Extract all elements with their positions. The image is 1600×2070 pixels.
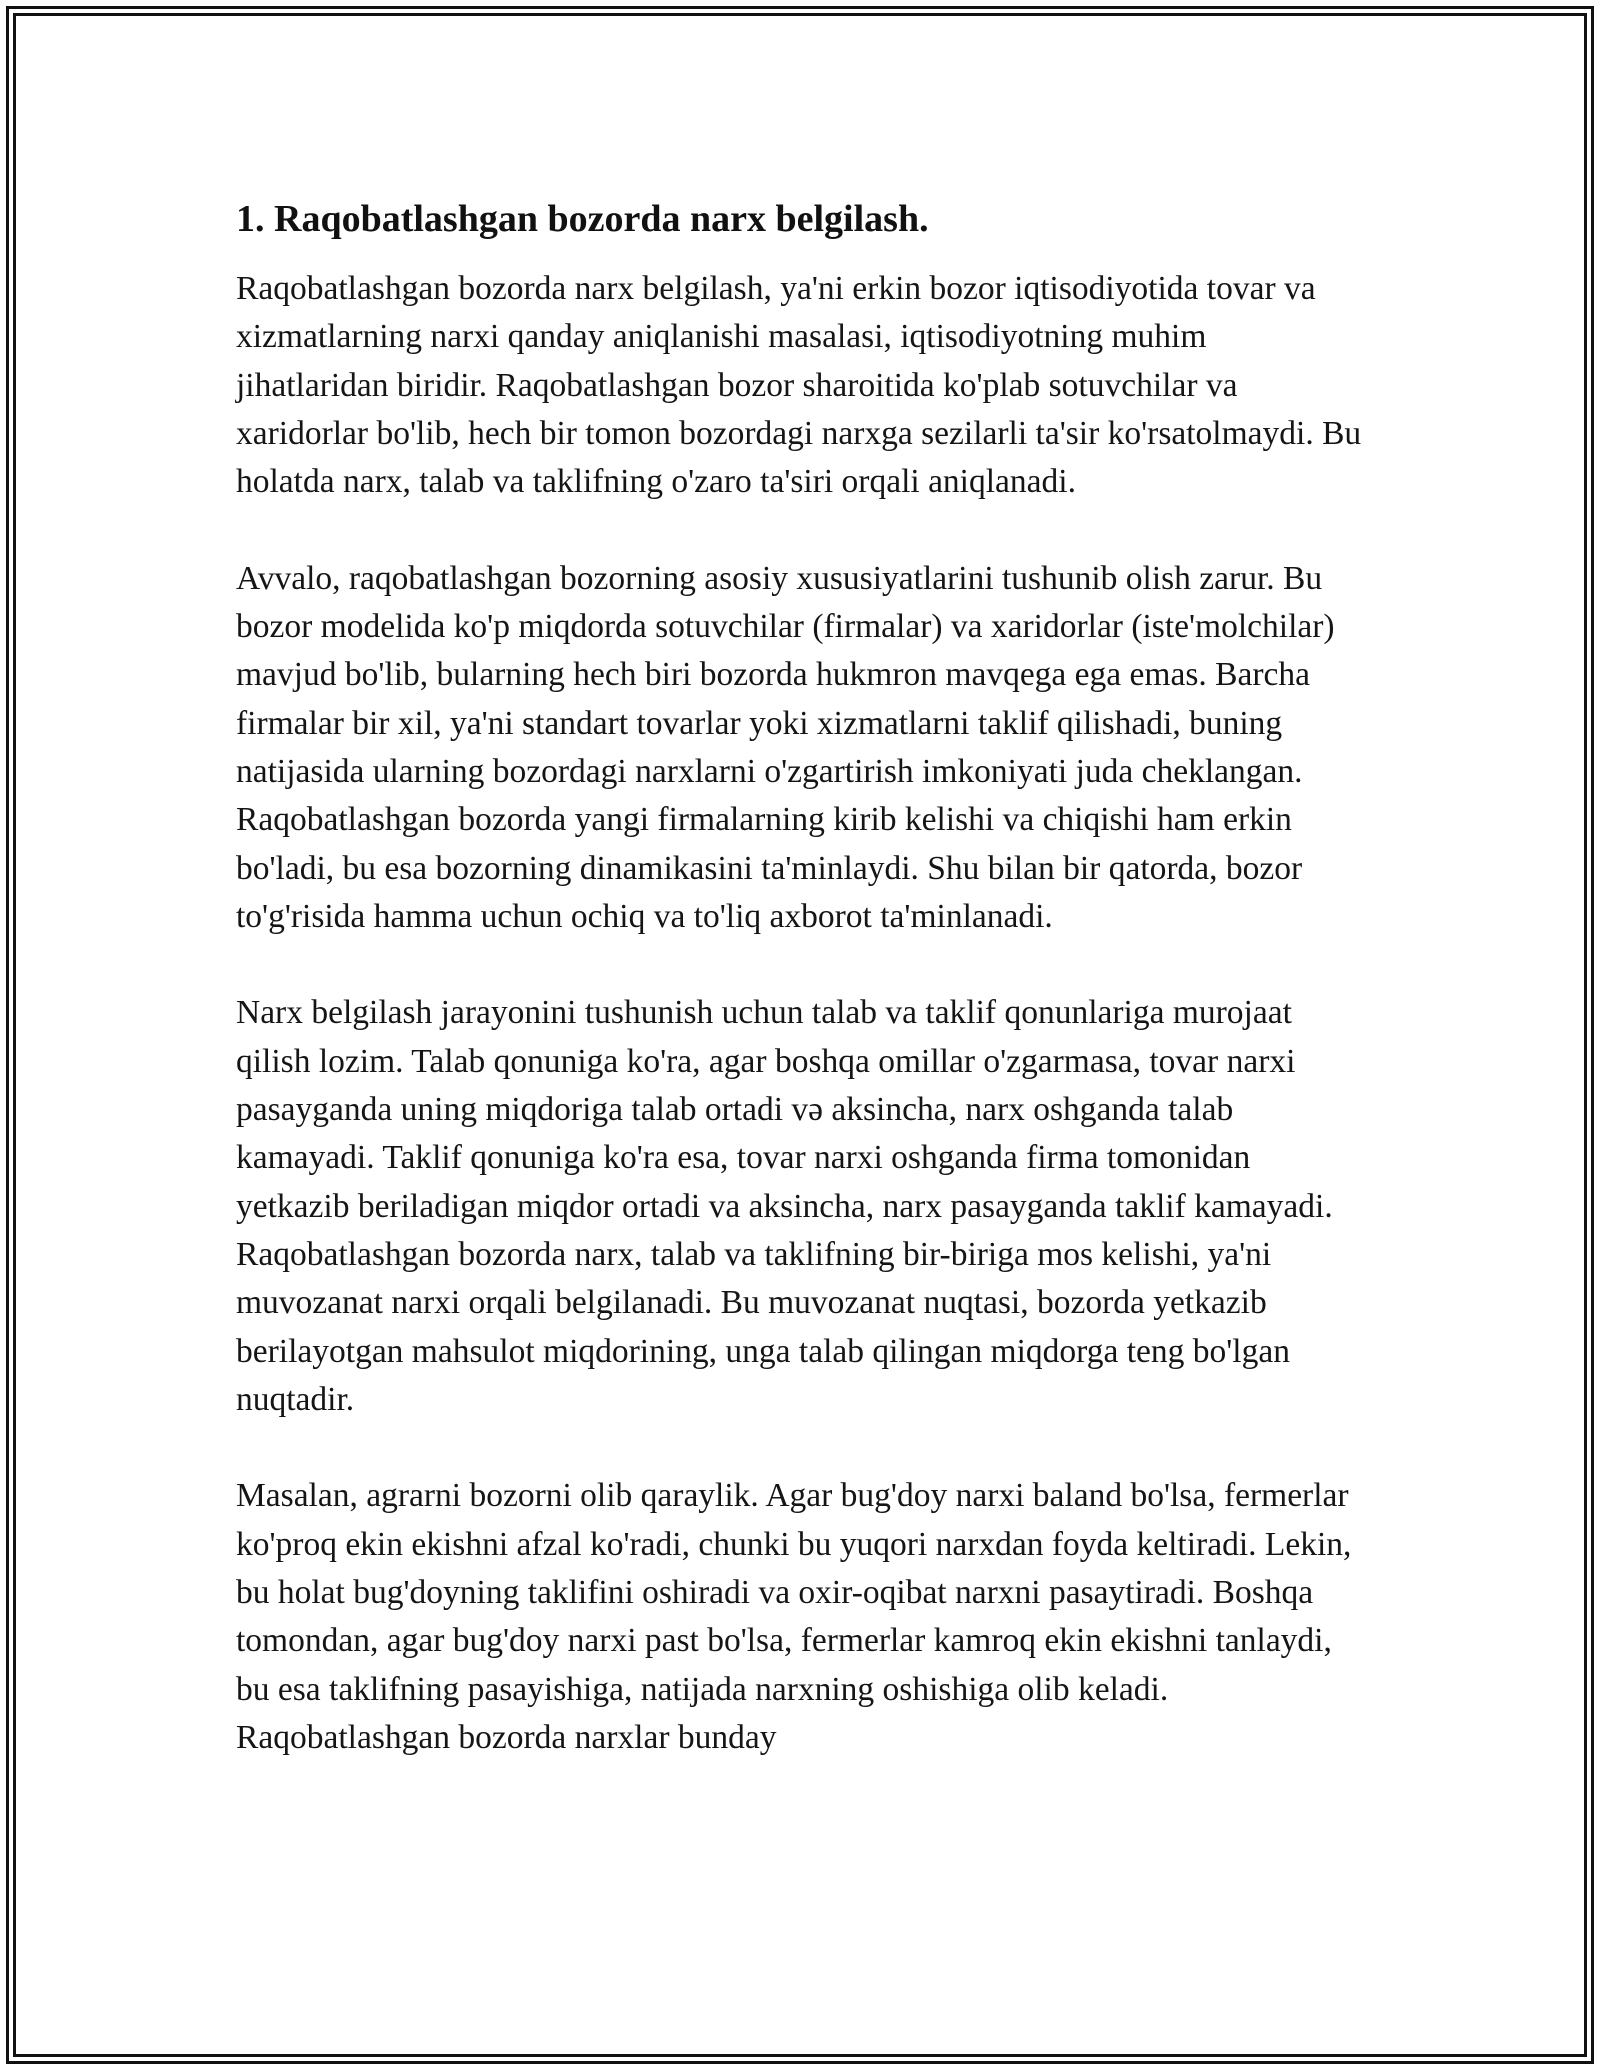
paragraph-3: Narx belgilash jarayonini tushunish uchun talab va taklif qonunlariga murojaat qilish lozim. Talab qonuniga ko'ra, agar boshqa omillar o'zgarmasa, tovar narxi pasayganda uning miqdoriga talab ortadi və aksincha, narx oshganda talab kamayadi. Taklif qonuniga ko'ra esa, tovar narxi oshganda firma tomonidan yetkazib beriladigan miqdor ortadi va aksincha, narx pasayganda taklif kamayadi. Raqobatlashgan bozorda narx, talab va taklifning bir-biriga mos kelishi, ya'ni muvozanat narxi orqali belgilanadi. Bu muvozanat nuqtasi, bozorda yetkazib berilayotgan mahsulot miqdorining, unga talab qilingan miqdorga teng bo'lgan nuqtadir. [236, 994, 1333, 1418]
paragraph-1: Raqobatlashgan bozorda narx belgilash, ya'ni erkin bozor iqtisodiyotida tovar va xizmatlarning narxi qanday aniqlanishi masalasi, iqtisodiyotning muhim jihatlaridan biridir. Raqobatlashgan bozor sharoitida ko'plab sotuvchilar va xaridorlar bo'lib, hech bir tomon bozordagi narxga sezilarli ta'sir ko'rsatolmaydi. Bu holatda narx, talab va taklifning o'zaro ta'siri orqali aniqlanadi. [236, 270, 1362, 501]
document-body [236, 180, 1364, 1762]
paragraph-4: Masalan, agrarni bozorni olib qaraylik. Agar bug'doy narxi baland bo'lsa, fermerlar ko'proq ekin ekishni afzal ko'radi, chunki bu yuqori narxdan foyda keltiradi. Lekin, bu holat bug'doyning taklifini oshiradi va oxir-oqibat narxni pasaytiradi. Boshqa tomondan, agar bug'doy narxi past bo'lsa, fermerlar kamroq ekin ekishni tanlaydi, bu esa taklifning pasayishiga, natijada narxning oshishiga olib keladi. Raqobatlashgan bozorda narxlar bunday [236, 1477, 1352, 1756]
document-title: 1. Raqobatlashgan bozorda narx belgilash. [236, 198, 929, 240]
paragraph-2: Avvalo, raqobatlashgan bozorning asosiy xususiyatlarini tushunib olish zarur. Bu bozor modelida ko'p miqdorda sotuvchilar (firmalar) va xaridorlar (iste'molchilar) mavjud bo'lib, bularning hech biri bozorda hukmron mavqega ega emas. Barcha firmalar bir xil, ya'ni standart tovarlar yoki xizmatlarni taklif qilishadi, buning natijasida ularning bozordagi narxlarni o'zgartirish imkoniyati juda cheklangan. Raqobatlashgan bozorda yangi firmalarning kirib kelishi va chiqishi ham erkin bo'ladi, bu esa bozorning dinamikasini ta'minlaydi. Shu bilan bir qatorda, bozor to'g'risida hamma uchun ochiq va to'liq axborot ta'minlanadi. [236, 559, 1335, 935]
